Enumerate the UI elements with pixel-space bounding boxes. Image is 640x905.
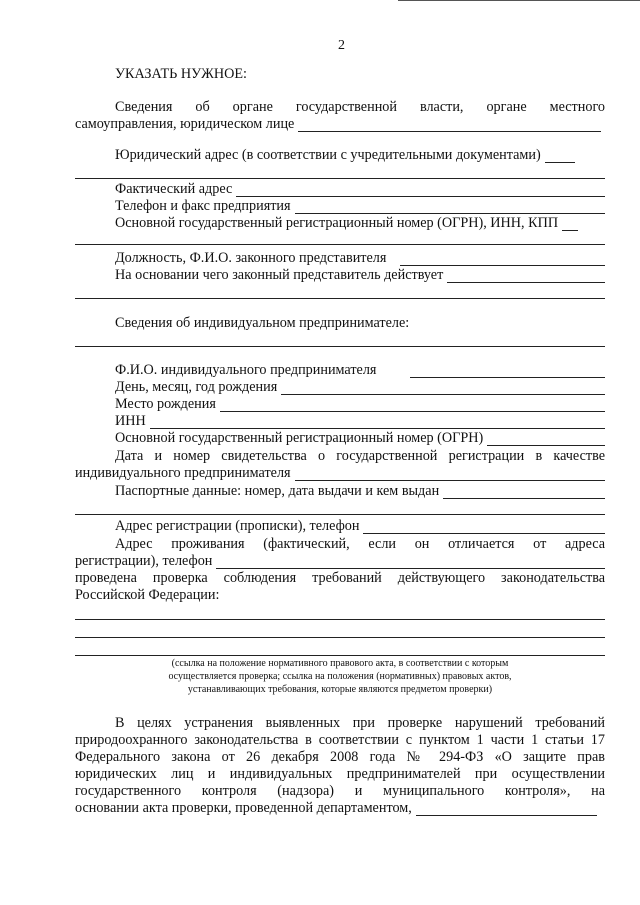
- footnote-line2: осуществляется проверка; ссылка на положения (нормативных) правовых актов,: [168, 671, 512, 682]
- registration-rule: [75, 244, 605, 245]
- certificate-field[interactable]: индивидуального предпринимателя: [75, 466, 605, 481]
- body-line2: природоохранного законодательства в соответствии с пунктом 1 части 1 статьи 17: [75, 732, 605, 748]
- inn-field[interactable]: ИНН: [75, 414, 605, 429]
- birth-date-field[interactable]: День, месяц, год рождения: [75, 380, 605, 395]
- passport-field[interactable]: Паспортные данные: номер, дата выдачи и кем выдан: [75, 484, 605, 499]
- actual-address-field[interactable]: Фактический адрес: [75, 182, 605, 197]
- top-edge-rule: [398, 0, 640, 1]
- entrepreneur-heading: Сведения об индивидуальном предпринимателе:: [115, 315, 410, 331]
- department-field[interactable]: основании акта проверки, проведенной департаментом,: [75, 801, 597, 816]
- inspection-line1: проведена проверка соблюдения требований действующего законодательства: [75, 570, 605, 586]
- body-line3: Федерального закона от 26 декабря 2008 года № 294-ФЗ «О защите прав: [75, 749, 605, 765]
- footnote-line1: (ссылка на положение нормативного правового акта, в соответствии с которым: [171, 658, 509, 669]
- entrepreneur-rule: [75, 346, 605, 347]
- birth-place-field[interactable]: Место рождения: [75, 397, 605, 412]
- heading: УКАЗАТЬ НУЖНОЕ:: [115, 66, 247, 82]
- footnote-line3: устанавливающих требования, которые являются предметом проверки): [187, 684, 493, 695]
- body-line4: юридических лиц и индивидуальных предпринимателей при осуществлении: [75, 766, 605, 782]
- legal-address-rule: [75, 178, 605, 179]
- ogrn-field[interactable]: Основной государственный регистрационный номер (ОГРН): [75, 431, 605, 446]
- page-number: 2: [338, 38, 345, 53]
- org-info-field[interactable]: самоуправления, юридическом лице: [75, 117, 605, 132]
- body-line5: государственного контроля (надзора) и муниципального контроля», на: [75, 783, 605, 799]
- org-info-line1: Сведения об органе государственной власти, органе местного: [115, 99, 605, 115]
- basis-rule: [75, 298, 605, 299]
- inspection-rule-2[interactable]: [75, 637, 605, 638]
- registration-field[interactable]: Основной государственный регистрационный номер (ОГРН), ИНН, КПП: [75, 216, 605, 231]
- certificate-line1: Дата и номер свидетельства о государственной регистрации в качестве: [115, 448, 605, 464]
- passport-rule: [75, 514, 605, 515]
- representative-field[interactable]: Должность, Ф.И.О. законного представителя: [75, 251, 605, 266]
- inspection-line2: Российской Федерации:: [75, 587, 220, 603]
- inspection-rule-1[interactable]: [75, 619, 605, 620]
- residence-line1: Адрес проживания (фактический, если он отличается от адреса: [115, 536, 605, 552]
- basis-field[interactable]: На основании чего законный представитель действует: [75, 268, 605, 283]
- legal-address-field[interactable]: Юридический адрес (в соответствии с учредительными документами): [75, 148, 605, 163]
- body-line1: В целях устранения выявленных при проверке нарушений требований: [115, 715, 605, 731]
- ip-name-field[interactable]: Ф.И.О. индивидуального предпринимателя: [75, 363, 605, 378]
- reg-address-field[interactable]: Адрес регистрации (прописки), телефон: [75, 519, 605, 534]
- residence-field[interactable]: регистрации), телефон: [75, 554, 605, 569]
- inspection-rule-3[interactable]: [75, 655, 605, 656]
- phone-fax-field[interactable]: Телефон и факс предприятия: [75, 199, 605, 214]
